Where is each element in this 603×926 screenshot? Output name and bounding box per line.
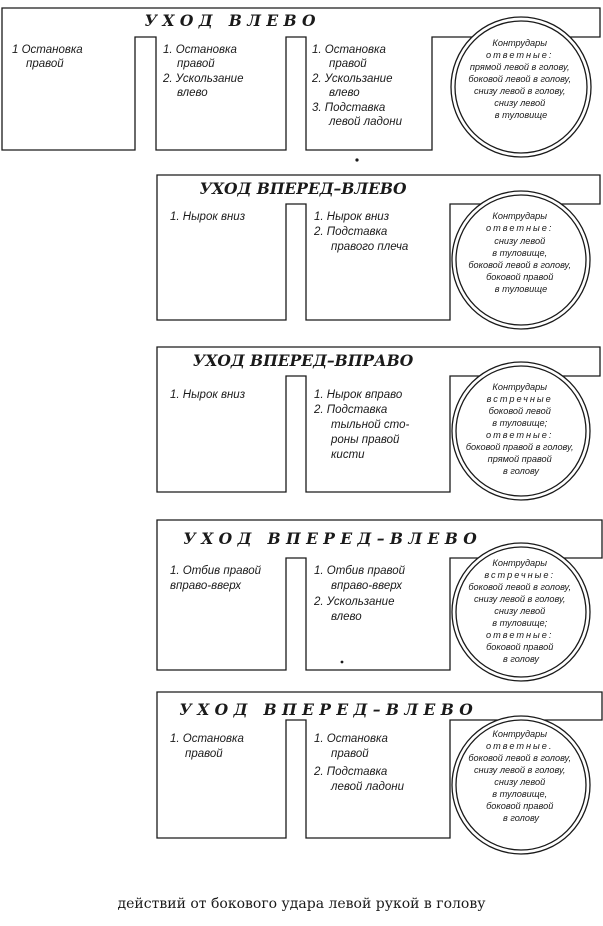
block-3-counter: Контрудары встречные боковой левой в туловище; ответные: боковой правой в голову, прямой правой в голову <box>465 382 574 476</box>
block-4-counter: Контрудары встречные: боковой левой в голову, снизу левой в голову, снизу левой в туловище; ответные: боковой правой в голову <box>468 558 572 664</box>
block-1-title: У Х О Д В Л Е В О <box>144 11 316 30</box>
speck <box>355 158 358 161</box>
block-1-col-2: 1. Остановка правой 2. Ускользание влево <box>163 44 244 99</box>
block-1-col-3: 1. Остановка правой 2. Ускользание влево 3. Подставка левой ладони <box>312 44 402 128</box>
block-5-title: У Х О Д В П Е Р Е Д – В Л Е В О <box>179 700 473 719</box>
block-3-title: УХОД ВПЕРЕД–ВПРАВО <box>192 351 414 370</box>
block-2-col-2: 1. Нырок вниз 2. Подставка правого плеча <box>314 211 409 253</box>
block-3-col-2: 1. Нырок вправо 2. Подставка тыльной сто- роны правой кисти <box>314 389 410 461</box>
block-4-col-2: 1. Отбив правой вправо-вверх 2. Ускользание влево <box>314 565 406 623</box>
block-5-col-1: 1. Остановка правой <box>170 733 244 760</box>
block-2-title: УХОД ВПЕРЕД–ВЛЕВО <box>199 179 407 198</box>
block-2-counter: Контрудары ответные: снизу левой в туловище, боковой левой в голову, боковой правой в туловище <box>468 211 572 294</box>
block-4-title: У Х О Д В П Е Р Е Д – В Л Е В О <box>183 529 477 548</box>
block-1-counter: Контрудары ответные: прямой левой в голову, боковой левой в голову, снизу левой в голову, снизу левой в туловище <box>468 38 572 120</box>
block-5-counter: Контрудары ответные. боковой левой в голову, снизу левой в голову, снизу левой в туловище, боковой правой в голову <box>468 729 572 823</box>
block-3-col-1: 1. Нырок вниз <box>170 389 246 401</box>
block-5-col-2: 1. Остановка правой 2. Подставка левой ладони <box>314 733 404 793</box>
block-2-col-1: 1. Нырок вниз <box>170 211 246 223</box>
figure-caption: действий от бокового удара левой рукой в голову <box>117 896 486 912</box>
speck <box>341 661 344 664</box>
block-4-col-1: 1. Отбив правой вправо-вверх <box>170 565 262 592</box>
block-1-col-1: 1 Остановка правой <box>12 44 83 70</box>
